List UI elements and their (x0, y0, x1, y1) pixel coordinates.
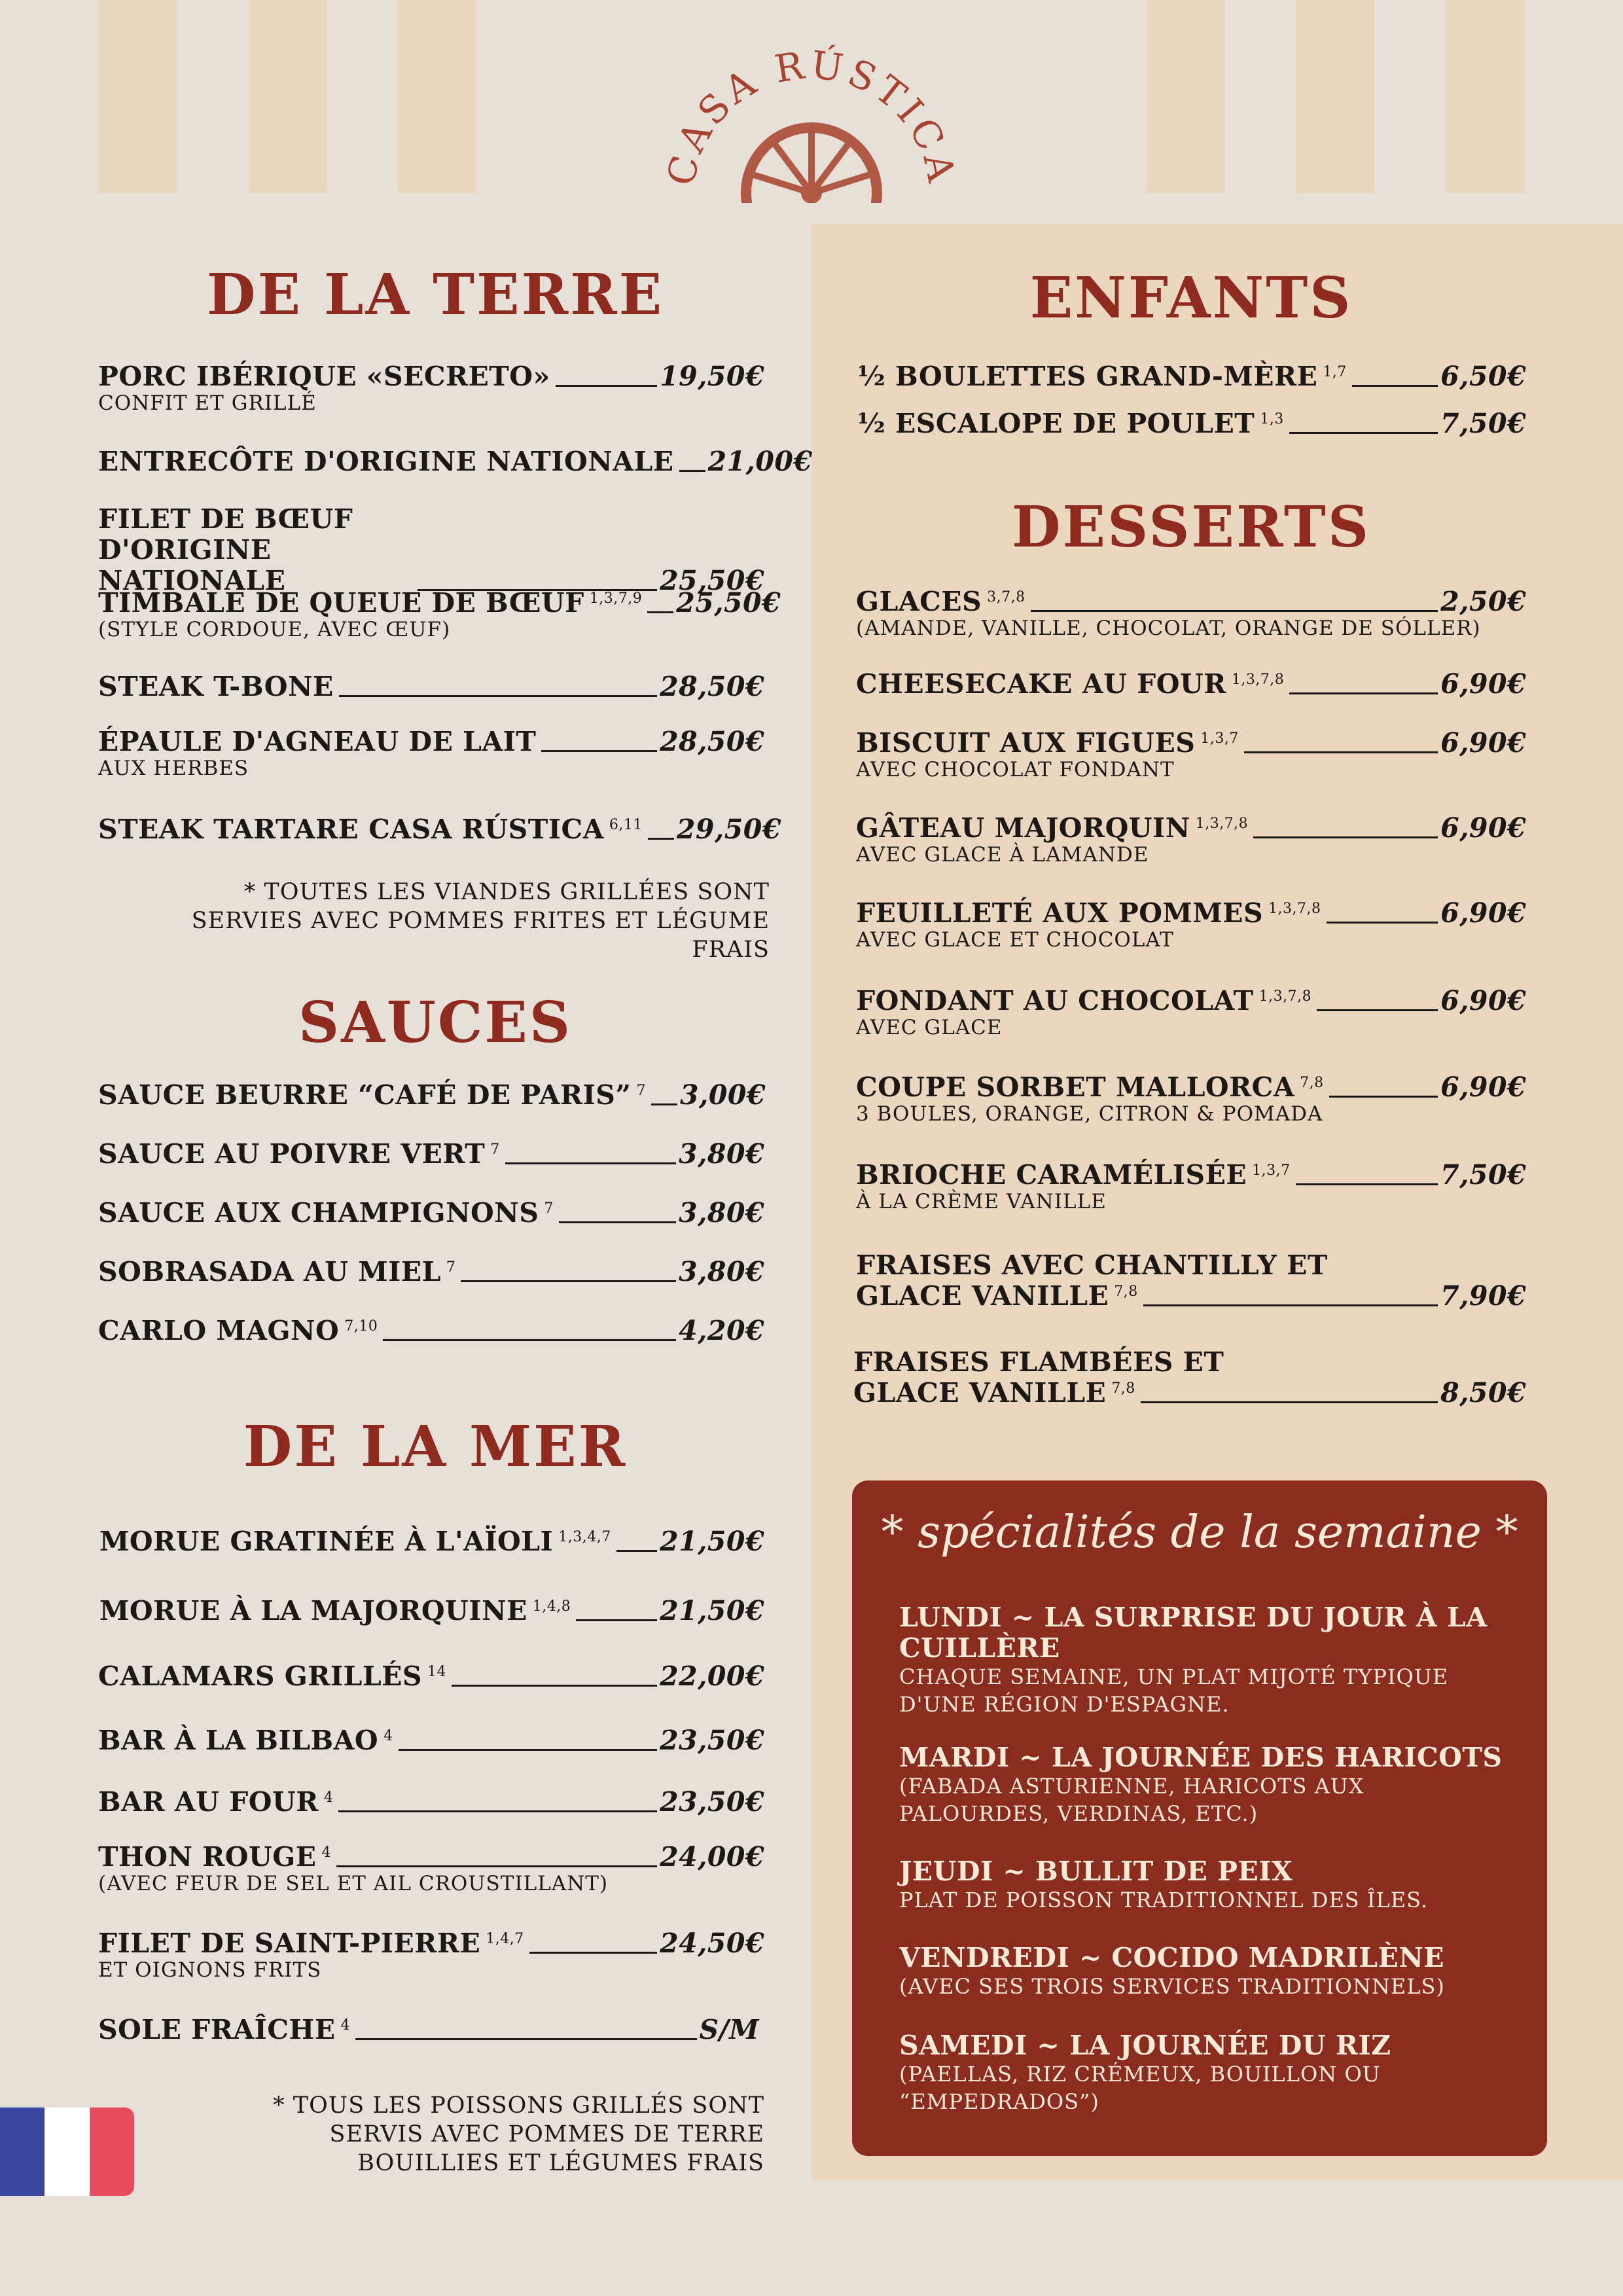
menu-item: THON ROUGE 4 24,00€ (AVEC FEUR DE SEL ET AIL CROUSTILLANT) (98, 1841, 764, 1896)
decorative-stripe (249, 0, 327, 193)
menu-item: BRIOCHE CARAMÉLISÉE 1,3,7 7,50€ À LA CRÈME VANILLE (856, 1159, 1526, 1214)
decorative-stripe (1296, 0, 1374, 193)
flag-red-band (90, 2108, 134, 2196)
special-item: VENDREDI ~ COCIDO MADRILÈNE (AVEC SES TROIS SERVICES TRADITIONNELS) (899, 1942, 1445, 2000)
menu-item: FRAISES AVEC CHANTILLY ET GLACE VANILLE 7,8 7,90€ (856, 1249, 1526, 1312)
menu-item: FRAISES FLAMBÉES ET GLACE VANILLE 7,8 8,50€ (853, 1346, 1526, 1409)
menu-item: TIMBALE DE QUEUE DE BŒUF 1,3,7,9 25,50€ (STYLE CORDOUE, AVEC ŒUF) (98, 587, 781, 642)
wagon-wheel-icon (746, 128, 877, 203)
menu-item: SAUCE AU POIVRE VERT 7 3,80€ (98, 1138, 764, 1170)
fish-note: * TOUS LES POISSONS GRILLÉS SONT SERVIS AVEC POMMES DE TERRE BOUILLIES ET LÉGUMES FRAIS (273, 2092, 764, 2176)
menu-item: CHEESECAKE AU FOUR 1,3,7,8 6,90€ (856, 668, 1526, 700)
special-item: LUNDI ~ LA SURPRISE DU JOUR À LA CUILLÈRE CHAQUE SEMAINE, UN PLAT MIJOTÉ TYPIQUE D'UNE RÉGION D'ESPAGNE. (899, 1602, 1488, 1717)
menu-item: CARLO MAGNO 7,10 4,20€ (98, 1315, 764, 1346)
menu-item: ÉPAULE D'AGNEAU DE LAIT 28,50€ AUX HERBES (98, 726, 764, 781)
menu-item: PORC IBÉRIQUE «SECRETO» 19,50€ CONFIT ET GRILLÉ (98, 361, 764, 416)
menu-item: BISCUIT AUX FIGUES 1,3,7 6,90€ AVEC CHOCOLAT FONDANT (856, 727, 1526, 782)
menu-item: FONDANT AU CHOCOLAT 1,3,7,8 6,90€ AVEC GLACE (856, 985, 1526, 1040)
decorative-stripe (398, 0, 476, 193)
menu-item: GLACES 3,7,8 2,50€ (AMANDE, VANILLE, CHOCOLAT, ORANGE DE SÓLLER) (856, 586, 1526, 641)
menu-item: SOBRASADA AU MIEL 7 3,80€ (98, 1256, 764, 1287)
menu-item: ENTRECÔTE D'ORIGINE NATIONALE 21,00€ (98, 446, 813, 477)
meat-note: * TOUTES LES VIANDES GRILLÉES SONT SERVIES AVEC POMMES FRITES ET LÉGUME FRAIS (191, 879, 770, 963)
special-item: MARDI ~ LA JOURNÉE DES HARICOTS (FABADA ASTURIENNE, HARICOTS AUX PALOURDES, VERDINAS, ETC.) (899, 1742, 1503, 1826)
menu-item: FEUILLETÉ AUX POMMES 1,3,7,8 6,90€ AVEC GLACE ET CHOCOLAT (856, 897, 1526, 952)
menu-item: MORUE GRATINÉE À L'AÏOLI 1,3,4,7 21,50€ (99, 1526, 764, 1557)
menu-item: CALAMARS GRILLÉS 14 22,00€ (98, 1660, 764, 1692)
decorative-stripe (1446, 0, 1525, 193)
section-title-enfants: ENFANTS (1029, 265, 1353, 331)
flag-white-band (45, 2108, 89, 2196)
casa-rustica-logo (654, 33, 969, 203)
brand-name: CASA RÚSTICA (658, 42, 965, 190)
menu-item: FILET DE BŒUF D'ORIGINE NATIONALE 25,50€ (98, 503, 764, 597)
menu-item: STEAK T-BONE 28,50€ (98, 671, 764, 702)
section-title-terre: DE LA TERRE (206, 262, 664, 328)
menu-item: COUPE SORBET MALLORCA 7,8 6,90€ 3 BOULES, ORANGE, CITRON & POMADA (856, 1071, 1526, 1126)
menu-item: BAR AU FOUR 4 23,50€ (98, 1786, 764, 1818)
menu-item: ½ ESCALOPE DE POULET 1,3 7,50€ (857, 408, 1526, 439)
flag-blue-band (0, 2108, 45, 2196)
section-title-desserts: DESSERTS (1011, 494, 1371, 560)
weekly-specials-box (852, 1480, 1547, 2156)
section-title-sauces: SAUCES (298, 990, 572, 1056)
section-title-mer: DE LA MER (243, 1414, 628, 1480)
special-item: SAMEDI ~ LA JOURNÉE DU RIZ (PAELLAS, RIZ CRÉMEUX, BOUILLON OU “EMPEDRADOS”) (899, 2030, 1391, 2114)
french-flag-icon[interactable] (0, 2108, 134, 2196)
menu-item: BAR À LA BILBAO 4 23,50€ (98, 1725, 764, 1756)
menu-item: FILET DE SAINT-PIERRE 1,4,7 24,50€ ET OIGNONS FRITS (98, 1928, 764, 1982)
menu-item: SAUCE BEURRE “CAFÉ DE PARIS” 7 3,00€ (98, 1079, 766, 1111)
menu-item: GÂTEAU MAJORQUIN 1,3,7,8 6,90€ AVEC GLACE À LAMANDE (856, 812, 1526, 867)
menu-item: MORUE À LA MAJORQUINE 1,4,8 21,50€ (99, 1595, 764, 1626)
menu-item: STEAK TARTARE CASA RÚSTICA 6,11 29,50€ (98, 814, 781, 845)
menu-item: SAUCE AUX CHAMPIGNONS 7 3,80€ (98, 1197, 764, 1229)
specials-title: * spécialités de la semaine * (881, 1507, 1518, 1558)
special-item: JEUDI ~ BULLIT DE PEIX PLAT DE POISSON TRADITIONNEL DES ÎLES. (899, 1856, 1429, 1913)
decorative-stripe (1147, 0, 1225, 193)
menu-item: SOLE FRAÎCHE 4 S/M (98, 2014, 759, 2045)
menu-item: ½ BOULETTES GRAND-MÈRE 1,7 6,50€ (857, 361, 1526, 392)
decorative-stripe (98, 0, 177, 193)
